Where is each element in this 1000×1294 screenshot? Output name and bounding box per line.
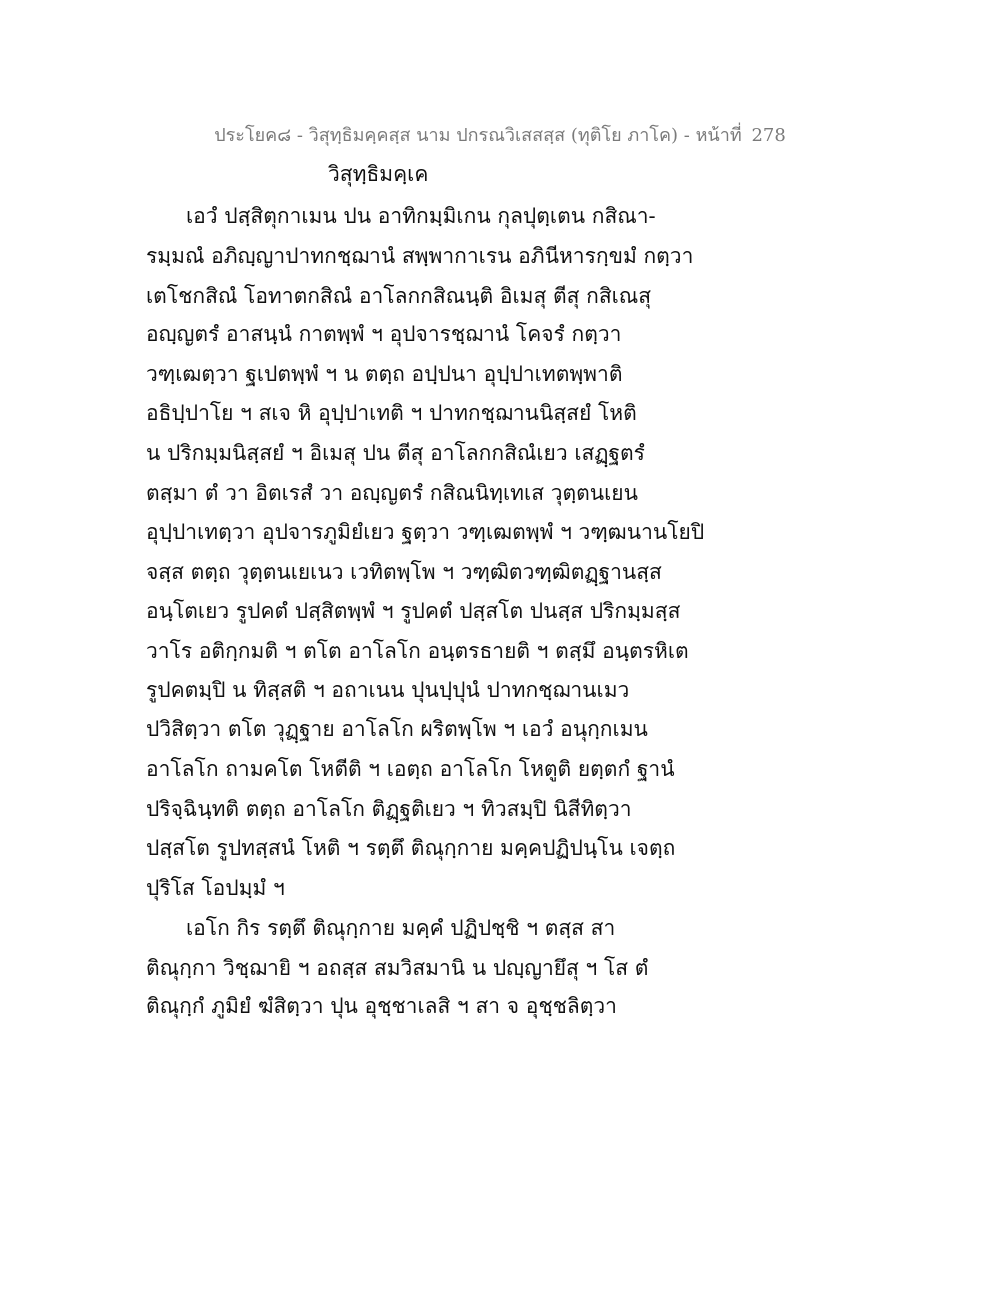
body-line-1: เอวํ ปสฺสิตุกาเมน ปน อาทิกมฺมิเกน กุลปุตฺเตน กสิณา- — [186, 204, 656, 228]
body-line-17: ปสฺสโต รูปทสฺสนํ โหติ ฯ รตฺตึ ติณุกฺกาย มคฺคปฏิปนฺโน เจตฺถ — [146, 836, 676, 860]
body-line-19: เอโก กิร รตฺตึ ติณุกฺกาย มคฺคํ ปฏิปชฺชิ ฯ ตสฺส สา — [186, 916, 616, 940]
body-line-5: วฑฺเฒตฺวา ฐเปตพฺพํ ฯ น ตตฺถ อปฺปนา อุปฺปาเทตพฺพาติ — [146, 362, 623, 386]
page-number: 278 — [751, 125, 786, 146]
body-line-11: อนฺโตเยว รูปคตํ ปสฺสิตพฺพํ ฯ รูปคตํ ปสฺสโต ปนสฺส ปริกมฺมสฺส — [146, 599, 681, 623]
body-line-12: วาโร อติกฺกมติ ฯ ตโต อาโลโก อนฺตรธายติ ฯ ตสฺมึ อนฺตรหิเต — [146, 639, 689, 663]
body-line-15: อาโลโก ถามคโต โหตีติ ฯ เอตฺถ อาโลโก โหตูติ ยตฺตกํ ฐานํ — [146, 757, 675, 781]
chapter-title: วิสุทฺธิมคฺเค — [328, 162, 429, 186]
body-line-16: ปริจฺฉินฺทติ ตตฺถ อาโลโก ติฏฺฐติเยว ฯ ทิวสมฺปิ นิสีทิตฺวา — [146, 797, 632, 821]
body-line-21: ติณุกฺกํ ภูมิยํ ฆํสิตฺวา ปุน อุชฺชาเลสิ ฯ สา จ อุชฺชลิตฺวา — [146, 994, 617, 1018]
running-header-title: ประโยค๘ - วิสุทฺธิมคฺคสฺส นาม ปกรณวิเสสสฺส (ทุติโย ภาโค) - หน้าที่ — [214, 125, 742, 146]
body-line-2: รมฺมณํ อภิญฺญาปาทกชฺฌานํ สพฺพากาเรน อภินีหารกฺขมํ กตฺวา — [146, 244, 694, 268]
body-line-7: น ปริกมฺมนิสฺสยํ ฯ อิเมสุ ปน ตีสุ อาโลกกสิณํเยว เสฏฺฐตรํ — [146, 441, 645, 465]
body-line-14: ปวิสิตฺวา ตโต วุฏฺฐาย อาโลโก ผริตพฺโพ ฯ เอวํ อนุกฺกเมน — [146, 717, 648, 741]
body-line-4: อญฺญตรํ อาสนฺนํ กาตพฺพํ ฯ อุปจารชฺฌานํ โคจรํ กตฺวา — [146, 322, 622, 346]
body-line-10: จสฺส ตตฺถ วุตฺตนเยเนว เวทิตพฺโพ ฯ วฑฺฒิตวฑฺฒิตฏฺฐานสฺส — [146, 560, 662, 584]
body-line-20: ติณุกฺกา วิชฺฌายิ ฯ อถสฺส สมวิสมานิ น ปญฺญายึสุ ฯ โส ตํ — [146, 956, 649, 980]
body-line-18: ปุริโส โอปมฺมํ ฯ — [146, 876, 285, 900]
body-line-3: เตโชกสิณํ โอทาตกสิณํ อาโลกกสิณนฺติ อิเมสุ ตีสุ กสิเณสุ — [146, 284, 652, 308]
body-line-9: อุปฺปาเทตฺวา อุปจารภูมิยํเยว ฐตฺวา วฑฺเฒตพฺพํ ฯ วฑฺฒนานโยปิ — [146, 520, 705, 544]
body-line-13: รูปคตมฺปิ น ทิสฺสติ ฯ อถาเนน ปุนปฺปุนํ ปาทกชฺฌานเมว — [146, 678, 630, 702]
running-header — [0, 120, 1000, 149]
body-line-6: อธิปฺปาโย ฯ สเจ หิ อุปฺปาเทติ ฯ ปาทกชฺฌานนิสฺสยํ โหติ — [146, 401, 637, 425]
body-line-8: ตสฺมา ตํ วา อิตเรสํ วา อญฺญตรํ กสิณนิทฺเทเส วุตฺตนเยน — [146, 481, 638, 505]
